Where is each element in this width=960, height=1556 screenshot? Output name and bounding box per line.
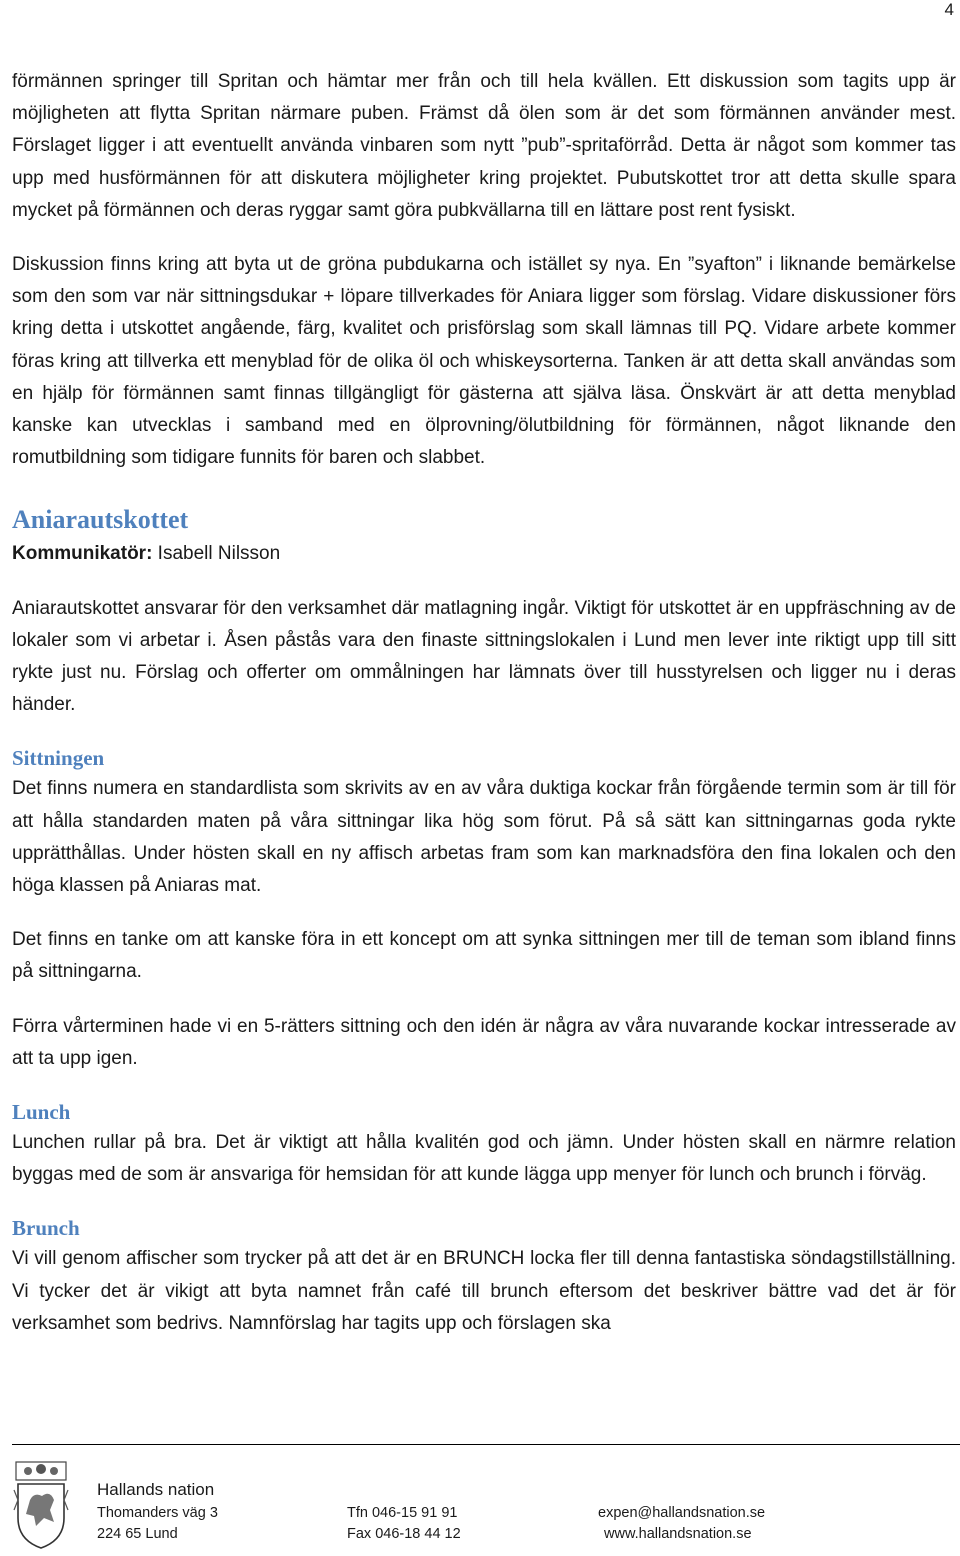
footer-divider bbox=[12, 1444, 960, 1445]
footer-org-name: Hallands nation bbox=[97, 1480, 215, 1499]
communicator-line bbox=[12, 538, 956, 570]
page-number: 4 bbox=[944, 0, 954, 19]
paragraph-pubdukar: Diskussion finns kring att byta ut de gröna pubdukarna och istället sy nya. En ”syafton” i liknande bemärkelse som den som var när sittningsdukar + löpare tillverkades för Aniara ligger som förslag. Vidare diskussioner förs kring detta i utskottet angående, färg, kvalitet och prisförslag som skall lämnas till PQ. Vidare arbete kommer föras kring att tillverka ett menyblad för de olika öl och whiskeysorterna. Tanken är att detta skall användas som en hjälp för förmännen samt finnas tillgängligt för gästerna att själva läsa. Önskvärt är att detta menyblad kanske kan utvecklas i samband med en ölprovning/ölutbildning för förmännen, något liknande den romutbildning som tidigare funnits för baren och slabbet. bbox=[12, 254, 956, 469]
paragraph-pub-spritan: förmännen springer till Spritan och hämtar mer från och till hela kvällen. Ett diskussion som tagits upp är möjligheten att flytta Spritan närmare puben. Främst då ölen som är det som förmännen använder mest. Förslaget ligger i att eventuellt använda vinbaren som nytt ”pub”-spritaförråd. Detta är något som kommer tas upp med husförmännen för att diskutera möjligheter kring projektet. Pubutskottet tror att detta skulle spara mycket på förmännen och deras ryggar samt göra pubkvällarna till en lättare post rent fysiskt. bbox=[12, 71, 956, 221]
paragraph-aniara-intro: Aniarautskottet ansvarar för den verksamhet där matlagning ingår. Viktigt för utskottet är en uppfräschning av de lokaler som vi arbetar i. Åsen påstås vara den finaste sittningslokalen i Lund men lever inte riktigt upp till sitt rykte just nu. Förslag och offerter om ommålningen har lämnats över till husstyrelsen och ligger nu i deras händer. bbox=[12, 597, 956, 716]
paragraph-lunch: Lunchen rullar på bra. Det är viktigt att hålla kvalitén god och jämn. Under hösten skall en närmre relation byggas med de som är ansvariga för hemsidan för att kunde lägga upp menyer för lunch och brunch i förväg. bbox=[12, 1132, 956, 1186]
footer-fax: Fax 046-18 44 12 bbox=[347, 1526, 461, 1542]
footer-web[interactable]: www.hallandsnation.se bbox=[604, 1526, 752, 1542]
paragraph-sittningen-1: Det finns numera en standardlista som skrivits av en av våra duktiga kockar från förgående termin som är till för att hålla standarden maten på våra sittningar lika hög som förut. På så sätt kan sittningarnas goda rykte upprätthållas. Under hösten skall en ny affisch arbetas fram som kan marknadsföra den fina lokalen och den höga klassen på Aniaras mat. bbox=[12, 778, 956, 897]
paragraph-sittningen-3: Förra vårterminen hade vi en 5-rätters sittning och den idén är några av våra nuvarande kockar intresserade av att ta upp igen. bbox=[12, 1015, 956, 1069]
footer-phones bbox=[347, 1503, 461, 1545]
section-heading-lunch: Lunch bbox=[12, 1100, 71, 1125]
communicator-name: Isabell Nilsson bbox=[152, 543, 281, 565]
paragraph-sittningen-2: Det finns en tanke om att kanske föra in ett koncept om att synka sittningen mer till de teman som ibland finns på sittningarna. bbox=[12, 929, 956, 983]
document-body bbox=[12, 66, 956, 1340]
paragraph-brunch: Vi vill genom affischer som trycker på att det är en BRUNCH locka fler till denna fantastiska söndagstillställning. Vi tycker det är vikigt att byta namnet från café till brunch eftersom det beskriver bättre vad det är för verksamhet som bedrivs. Namnförslag har tagits upp och förslagen ska bbox=[12, 1248, 956, 1334]
footer-city: 224 65 Lund bbox=[97, 1526, 178, 1542]
footer-street: Thomanders väg 3 bbox=[97, 1505, 218, 1521]
footer-contact bbox=[598, 1503, 765, 1545]
footer-email[interactable]: expen@hallandsnation.se bbox=[598, 1505, 766, 1521]
footer-address bbox=[97, 1503, 218, 1545]
section-heading-sittningen: Sittningen bbox=[12, 746, 105, 771]
section-heading-aniarautskottet: Aniarautskottet bbox=[12, 505, 189, 535]
communicator-label: Kommunikatör: bbox=[12, 543, 153, 565]
section-heading-brunch: Brunch bbox=[12, 1216, 80, 1241]
nation-crest-logo bbox=[12, 1460, 70, 1550]
footer-phone: Tfn 046-15 91 91 bbox=[347, 1505, 458, 1521]
